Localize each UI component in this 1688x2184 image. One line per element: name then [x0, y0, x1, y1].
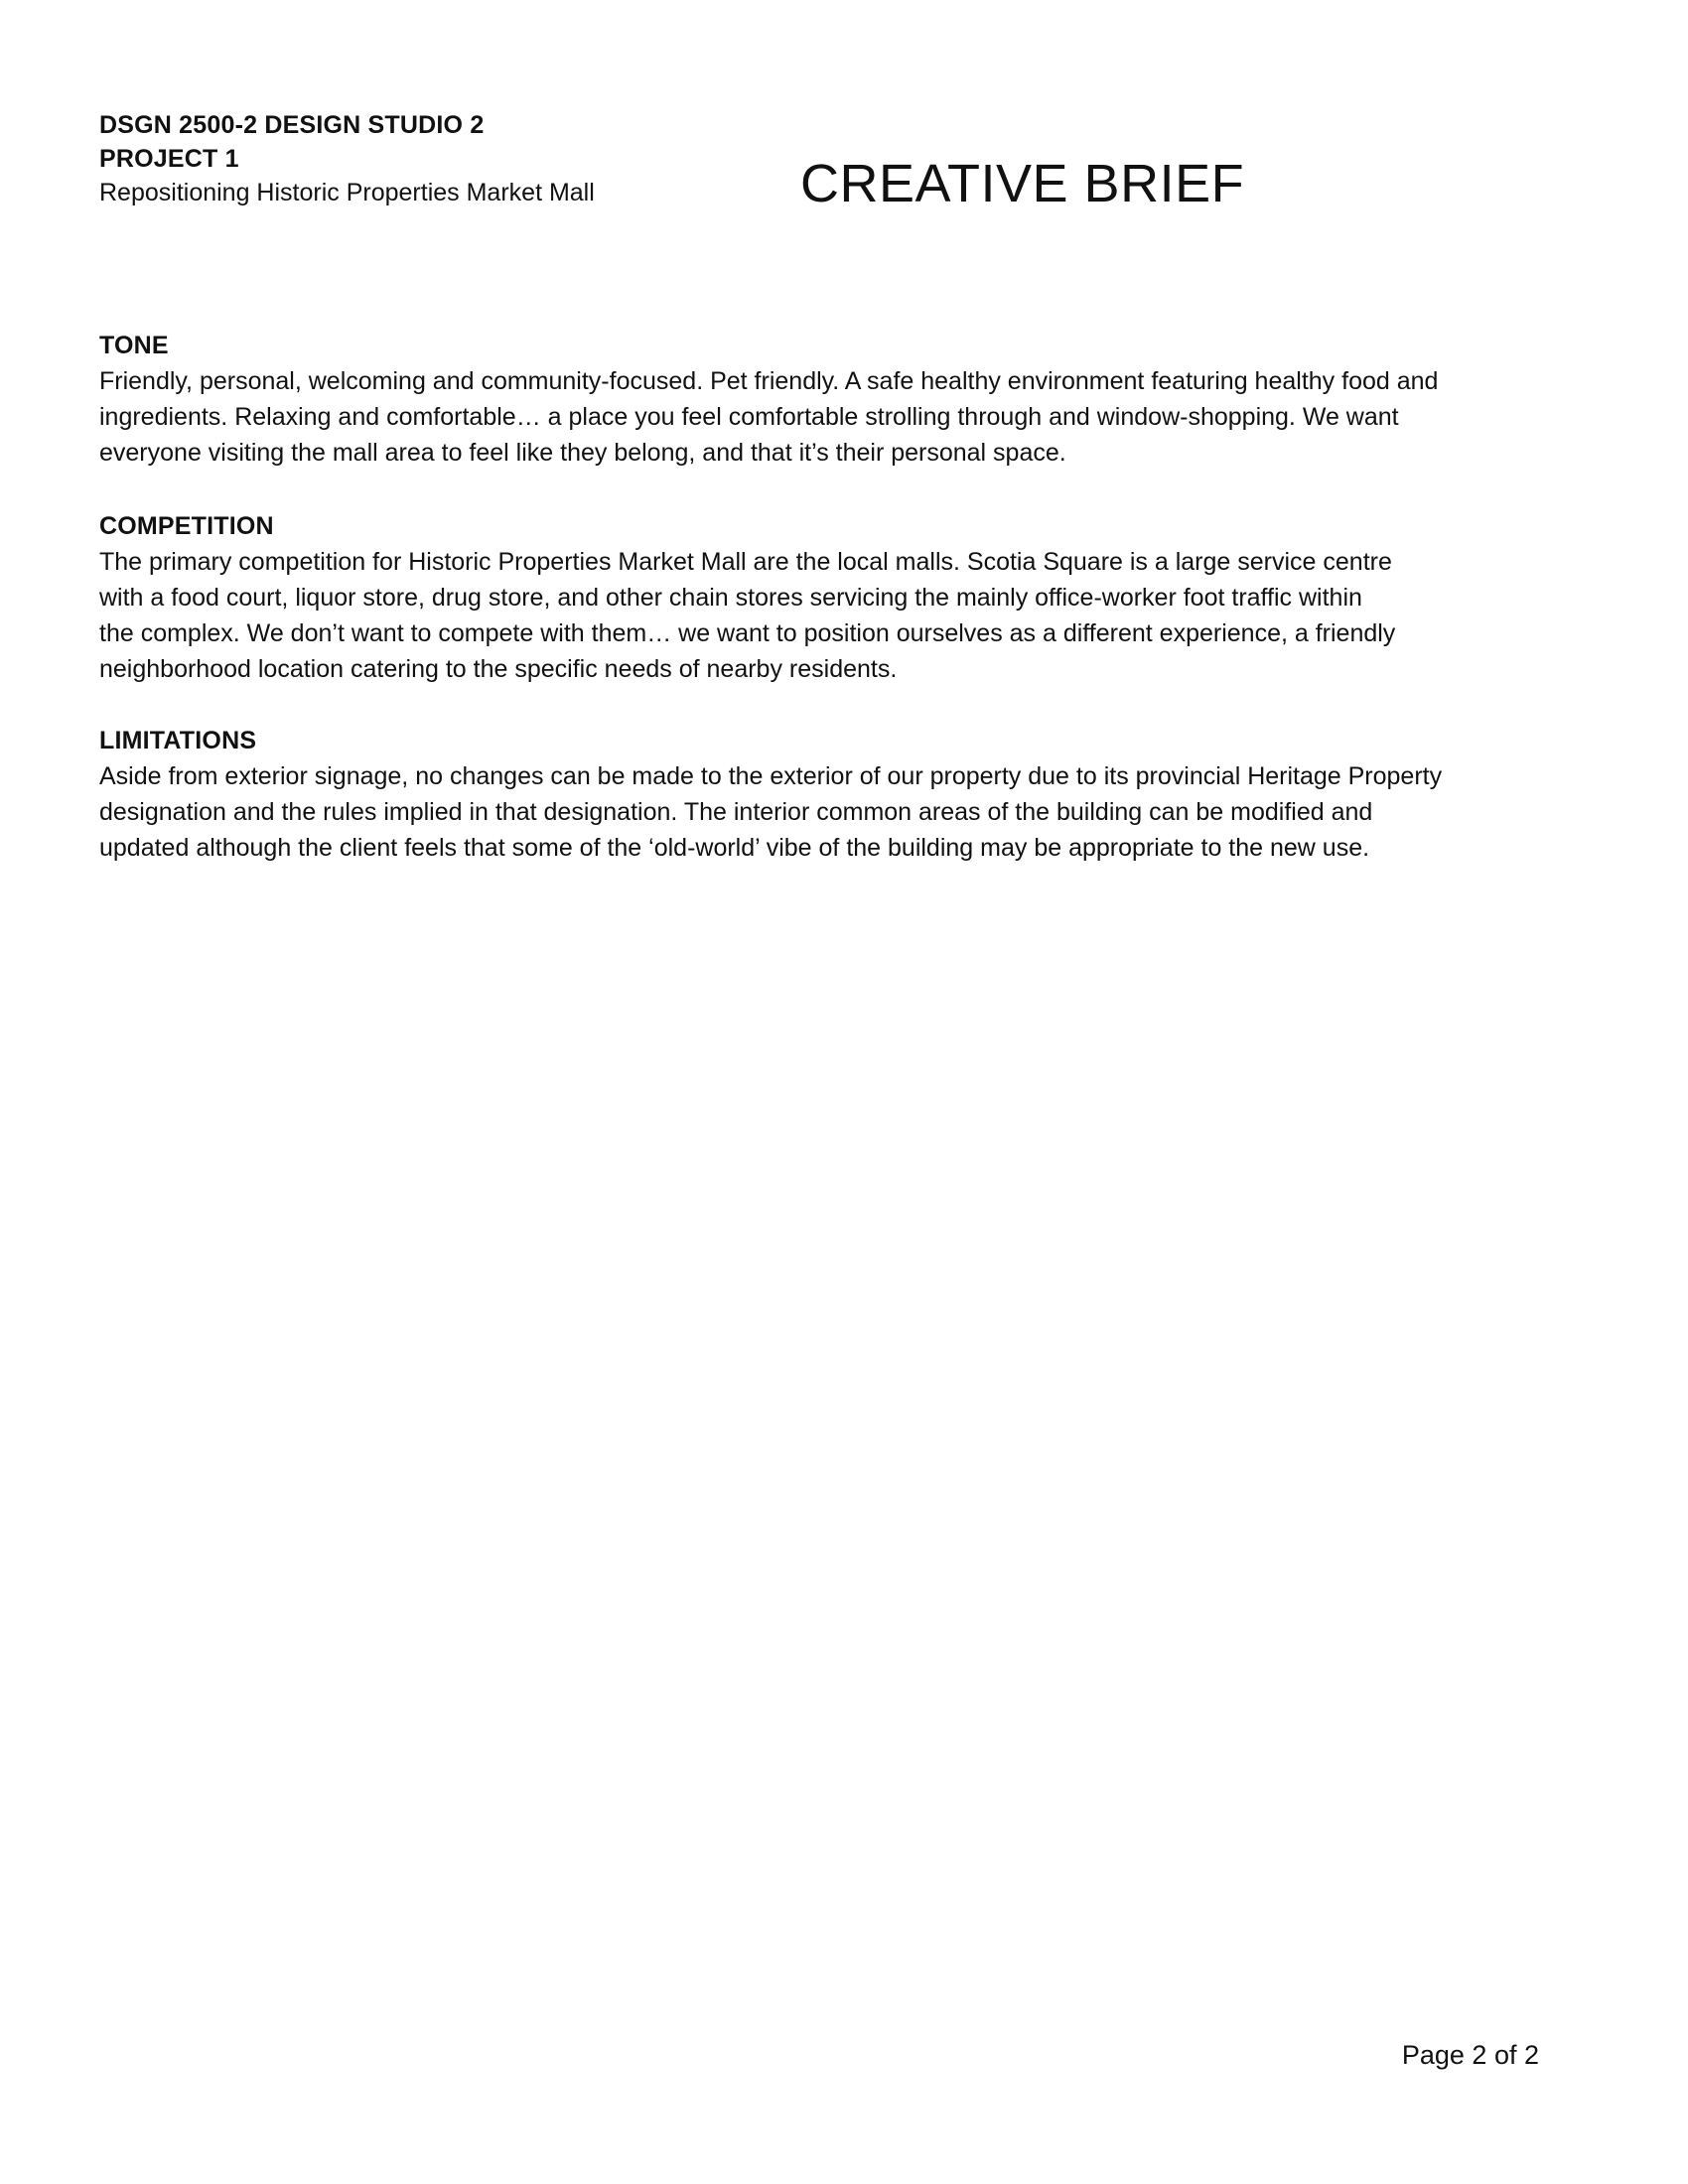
paragraph-line: ingredients. Relaxing and comfortable… a place you feel comfortable strolling through and window-shopping. We want: [99, 403, 1399, 431]
section-competition: [99, 508, 1529, 687]
paragraph-line: Aside from exterior signage, no changes can be made to the exterior of our property due to its provincial Heritage Property: [99, 762, 1443, 790]
section-heading: TONE: [99, 332, 169, 359]
paragraph-line: updated although the client feels that some of the ‘old-world’ vibe of the building may be appropriate to the new use.: [99, 834, 1370, 862]
section-tone: [99, 328, 1529, 471]
paragraph-line: designation and the rules implied in that designation. The interior common areas of the building can be modified and: [99, 798, 1373, 826]
paragraph-line: the complex. We don’t want to compete with them… we want to position ourselves as a different experience, a friendly: [99, 619, 1396, 647]
paragraph-line: neighborhood location catering to the specific needs of nearby residents.: [99, 655, 898, 683]
section-limitations: [99, 723, 1529, 866]
section-heading: LIMITATIONS: [99, 727, 257, 754]
course-code: DSGN 2500-2 DESIGN STUDIO 2: [99, 111, 485, 139]
page-number: Page 2 of 2: [1401, 2040, 1539, 2070]
section-heading: COMPETITION: [99, 512, 274, 540]
paragraph-line: Friendly, personal, welcoming and community-focused. Pet friendly. A safe healthy environment featuring healthy food and: [99, 367, 1439, 395]
project-subtitle: Repositioning Historic Properties Market Mall: [99, 179, 595, 206]
project-number: PROJECT 1: [99, 145, 239, 173]
paragraph-line: with a food court, liquor store, drug store, and other chain stores servicing the mainly office-worker foot traffic within: [99, 584, 1362, 612]
paragraph-line: everyone visiting the mall area to feel like they belong, and that it’s their personal space.: [99, 439, 1066, 467]
document-title: CREATIVE BRIEF: [800, 154, 1245, 213]
paragraph-line: The primary competition for Historic Properties Market Mall are the local malls. Scotia Square is a large service centre: [99, 548, 1392, 576]
document-header: [99, 108, 735, 209]
